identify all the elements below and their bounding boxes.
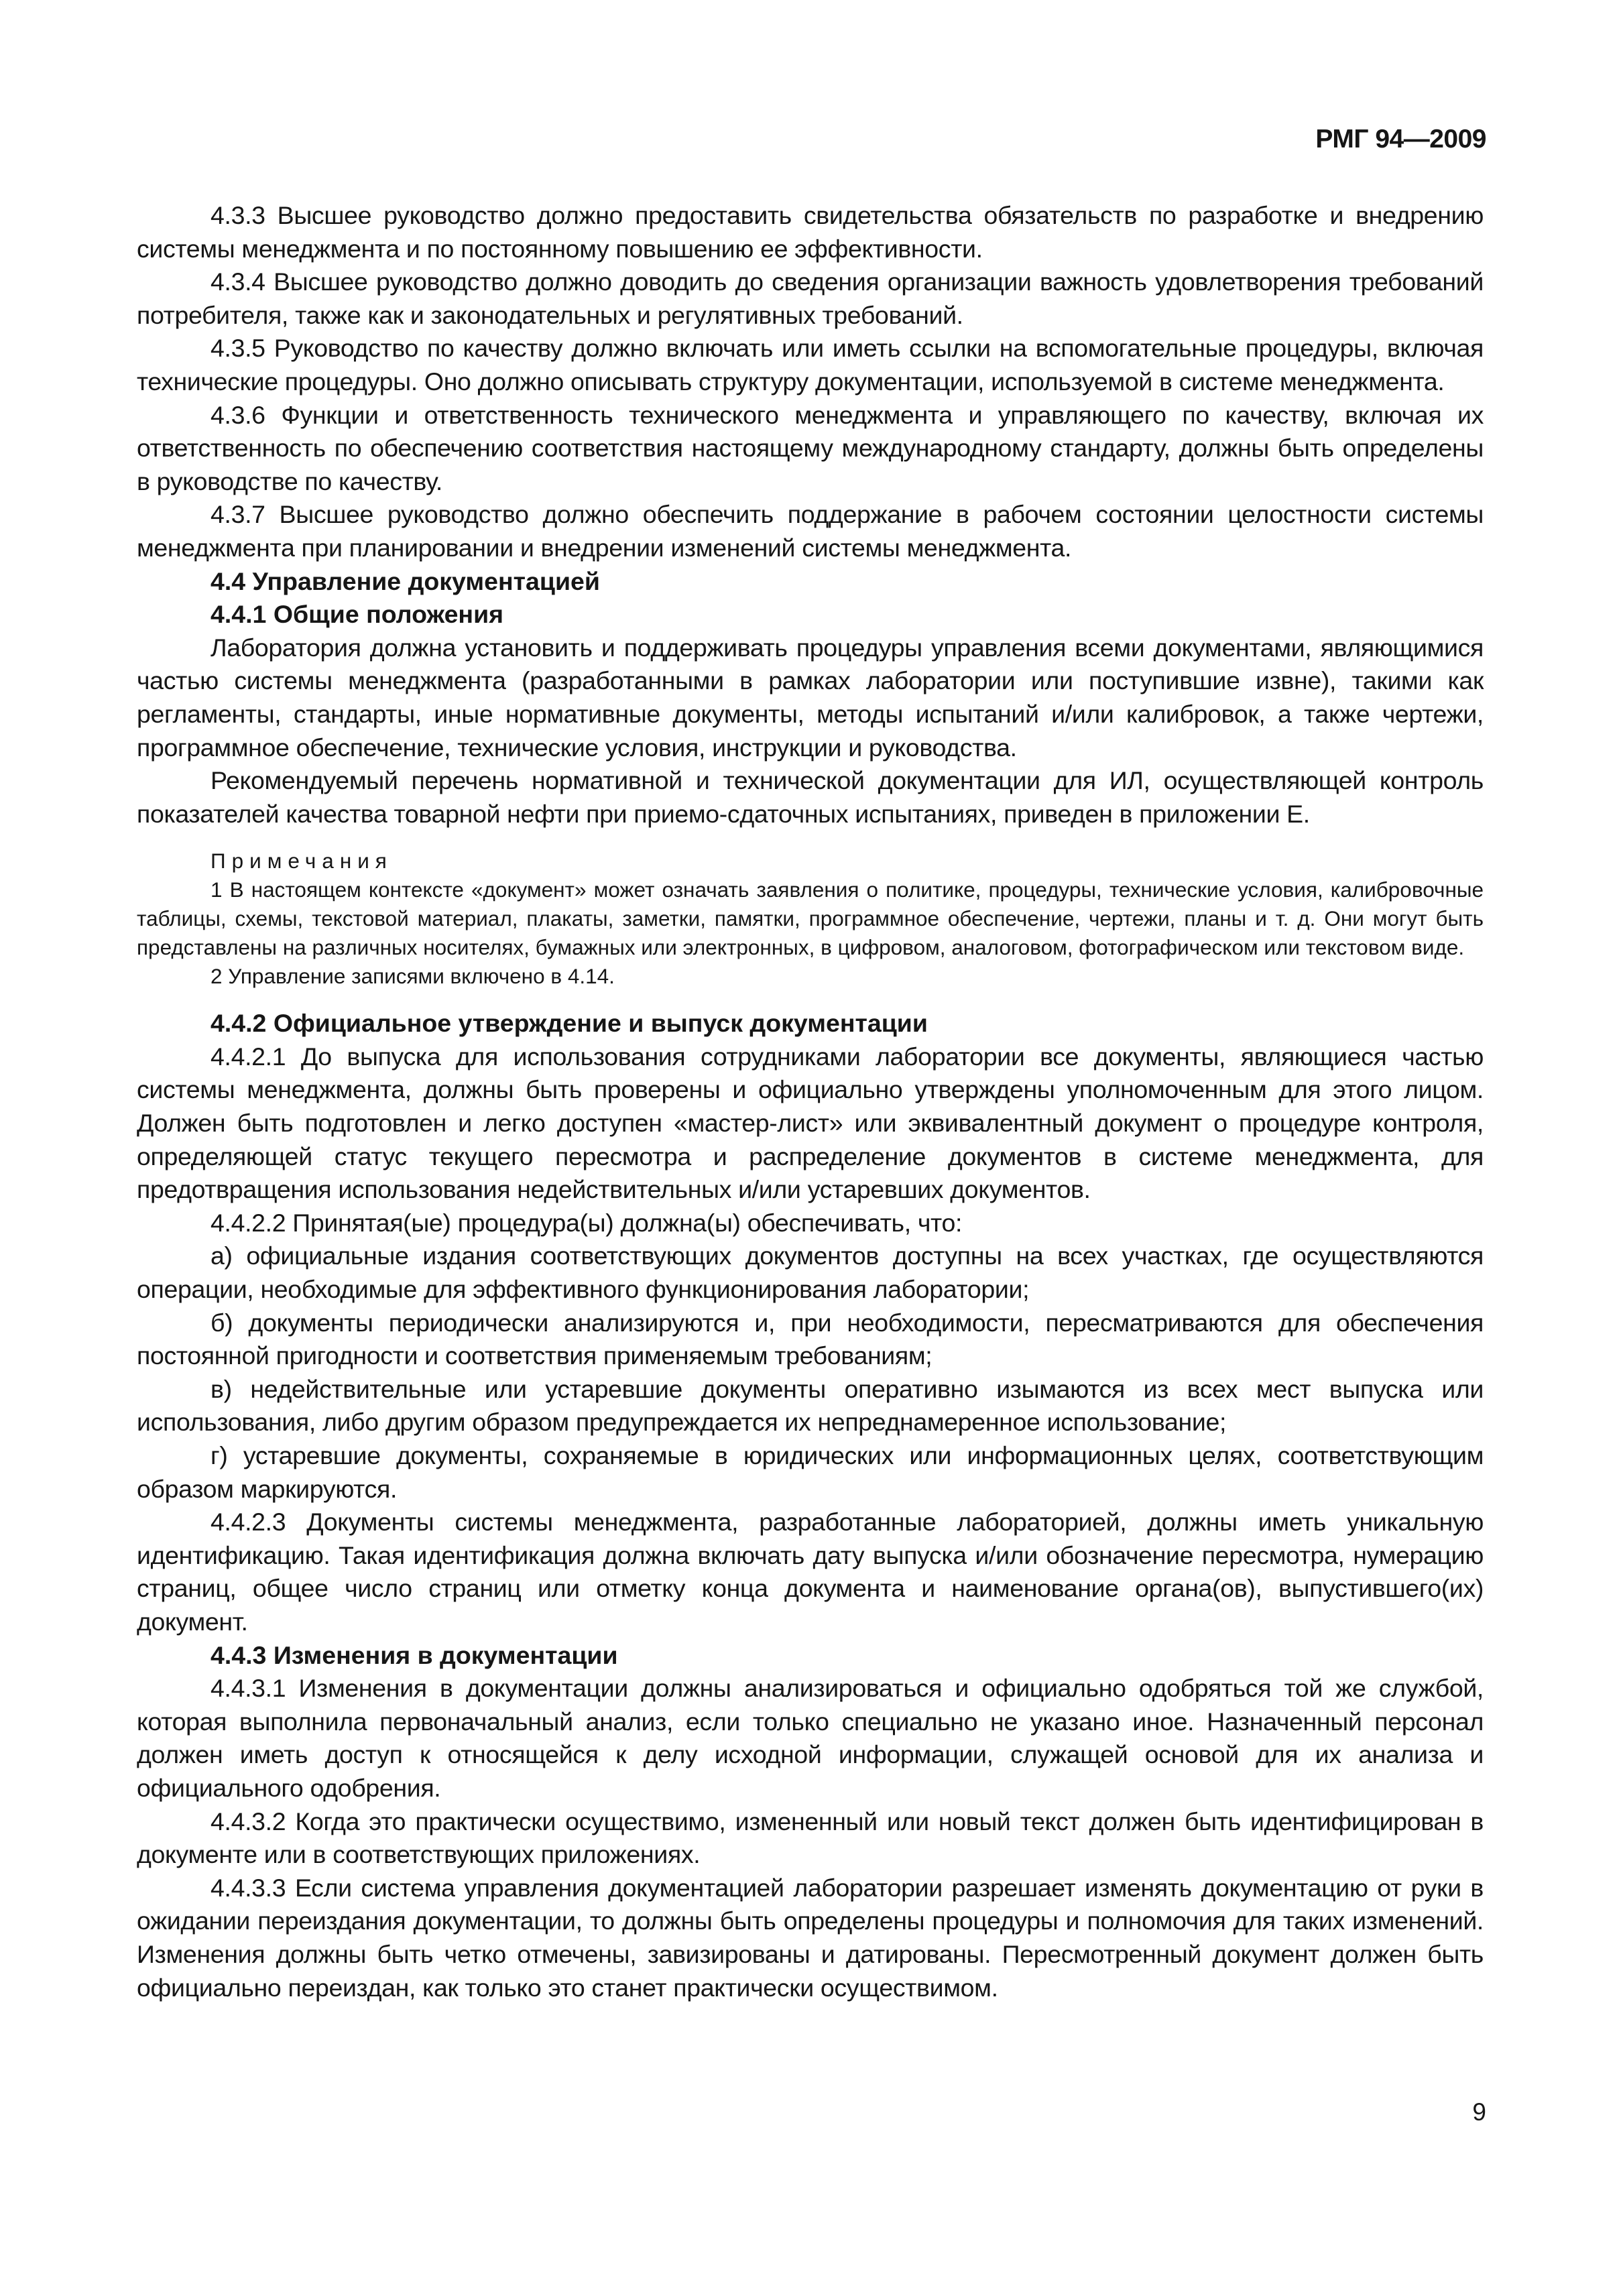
paragraph-4-3-5: 4.3.5 Руководство по качеству должно включать или иметь ссылки на вспомогательные процедуры, включая технические процедуры. Оно должно описывать структуру документации, используемой в системе менеджмента. (137, 334, 1484, 396)
list-item-b: б) документы периодически анализируются и, при необходимости, пересматриваются для обеспечения постоянной пригодности и соответствия применяемым требованиям; (137, 1308, 1484, 1370)
paragraph-4-4-2-1: 4.4.2.1 До выпуска для использования сотрудниками лаборатории все документы, являющиеся частью системы менеджмента, должны быть проверены и официально утверждены уполномоченным для этого лицом. Должен быть подготовлен и легко доступен «мастер-лист» или эквивалентный документ о процедуре контроля, определяющей статус текущего пересмотра и распределение документов в системе менеджмента, для предотвращения использования недействительных и/или устаревших документов. (137, 1042, 1484, 1204)
notes-title: Примечания (211, 849, 393, 873)
list-item-g: г) устаревшие документы, сохраняемые в юридических или информационных целях, соответствующим образом маркируются. (137, 1441, 1484, 1503)
paragraph-4-4-3-3: 4.4.3.3 Если система управления документацией лаборатории разрешает изменять документацию от руки в ожидании переиздания документации, то должны быть определены процедуры и полномочия для таких изменений. Изменения должны быть четко отмечены, завизированы и датированы. Пересмотренный документ должен быть официально переиздан, как только это станет практически осуществимом. (137, 1873, 1484, 2002)
paragraph-4-3-4: 4.3.4 Высшее руководство должно доводить до сведения организации важность удовлетворения требований потребителя, также как и законодательных и регулятивных требований. (137, 267, 1484, 329)
paragraph-4-4-2-2: 4.4.2.2 Принятая(ые) процедура(ы) должна(ы) обеспечивать, что: (211, 1208, 963, 1237)
notes-block (137, 847, 1484, 991)
list-item-a: а) официальные издания соответствующих документов доступны на всех участках, где осуществляются операции, необходимые для эффективного функционирования лаборатории; (137, 1242, 1484, 1304)
paragraph-4-4-3-2: 4.4.3.2 Когда это практически осуществимо, измененный или новый текст должен быть идентифицирован в документе или в соответствующих приложениях. (137, 1807, 1484, 1869)
paragraph-4-4-1-recommended: Рекомендуемый перечень нормативной и технической документации для ИЛ, осуществляющей контроль показателей качества товарной нефти при приемо-сдаточных испытаниях, приведен в приложении Е. (137, 766, 1484, 828)
section-heading-4-4-1: 4.4.1 Общие положения (211, 600, 504, 629)
paragraph-4-3-3: 4.3.3 Высшее руководство должно предоставить свидетельства обязательств по разработке и внедрению системы менеджмента и по постоянному повышению ее эффективности. (137, 201, 1484, 263)
section-heading-4-4-3: 4.4.3 Изменения в документации (211, 1640, 618, 1669)
paragraph-4-3-6: 4.3.6 Функции и ответственность технического менеджмента и управляющего по качеству, включая их ответственность по обеспечению соответствия настоящему международному стандарту, должны быть определены в руководстве по качеству. (137, 400, 1484, 495)
paragraph-4-4-3-1: 4.4.3.1 Изменения в документации должны анализироваться и официально одобряться той же службой, которая выполнила первоначальный анализ, если только специально не указано иное. Назначенный персонал должен иметь доступ к относящейся к делу исходной информации, служащей основой для их анализа и официального одобрения. (137, 1674, 1484, 1802)
document-code: РМГ 94—2009 (1315, 125, 1486, 154)
paragraph-4-3-7: 4.3.7 Высшее руководство должно обеспечить поддержание в рабочем состоянии целостности системы менеджмента при планировании и внедрении изменений системы менеджмента. (137, 500, 1484, 562)
paragraph-4-4-2-3: 4.4.2.3 Документы системы менеджмента, разработанные лабораторией, должны иметь уникальную идентификацию. Такая идентификация должна включать дату выпуска и/или обозначение пересмотра, нумерацию страниц, общее число страниц или отметку конца документа и наименование органа(ов), выпустившего(их) документ. (137, 1508, 1484, 1636)
page-number: 9 (1472, 2098, 1486, 2126)
section-heading-4-4-2: 4.4.2 Официальное утверждение и выпуск документации (211, 1009, 928, 1038)
section-heading-4-4: 4.4 Управление документацией (211, 566, 600, 595)
list-item-v: в) недействительные или устаревшие документы оперативно изымаются из всех мест выпуска или использования, либо другим образом предупреждается их непреднамеренное использование; (137, 1374, 1484, 1437)
note-1: 1 В настоящем контексте «документ» может означать заявления о политике, процедуры, технические условия, калибровочные таблицы, схемы, текстовой материал, плакаты, заметки, памятки, программное обеспечение, чертежи, планы и т. д. Они могут быть представлены на различных носителях, бумажных или электронных, в цифровом, аналоговом, фотографическом или текстовом виде. (137, 878, 1484, 960)
note-2: 2 Управление записями включено в 4.14. (211, 964, 615, 989)
paragraph-4-4-1-main: Лаборатория должна установить и поддерживать процедуры управления всеми документами, являющимися частью системы менеджмента (разработанными в рамках лаборатории или поступившие извне), такими как регламенты, стандарты, иные нормативные документы, методы испытаний и/или калибровок, а также чертежи, программное обеспечение, технические условия, инструкции и руководства. (137, 633, 1484, 762)
page-body (137, 199, 1484, 2004)
